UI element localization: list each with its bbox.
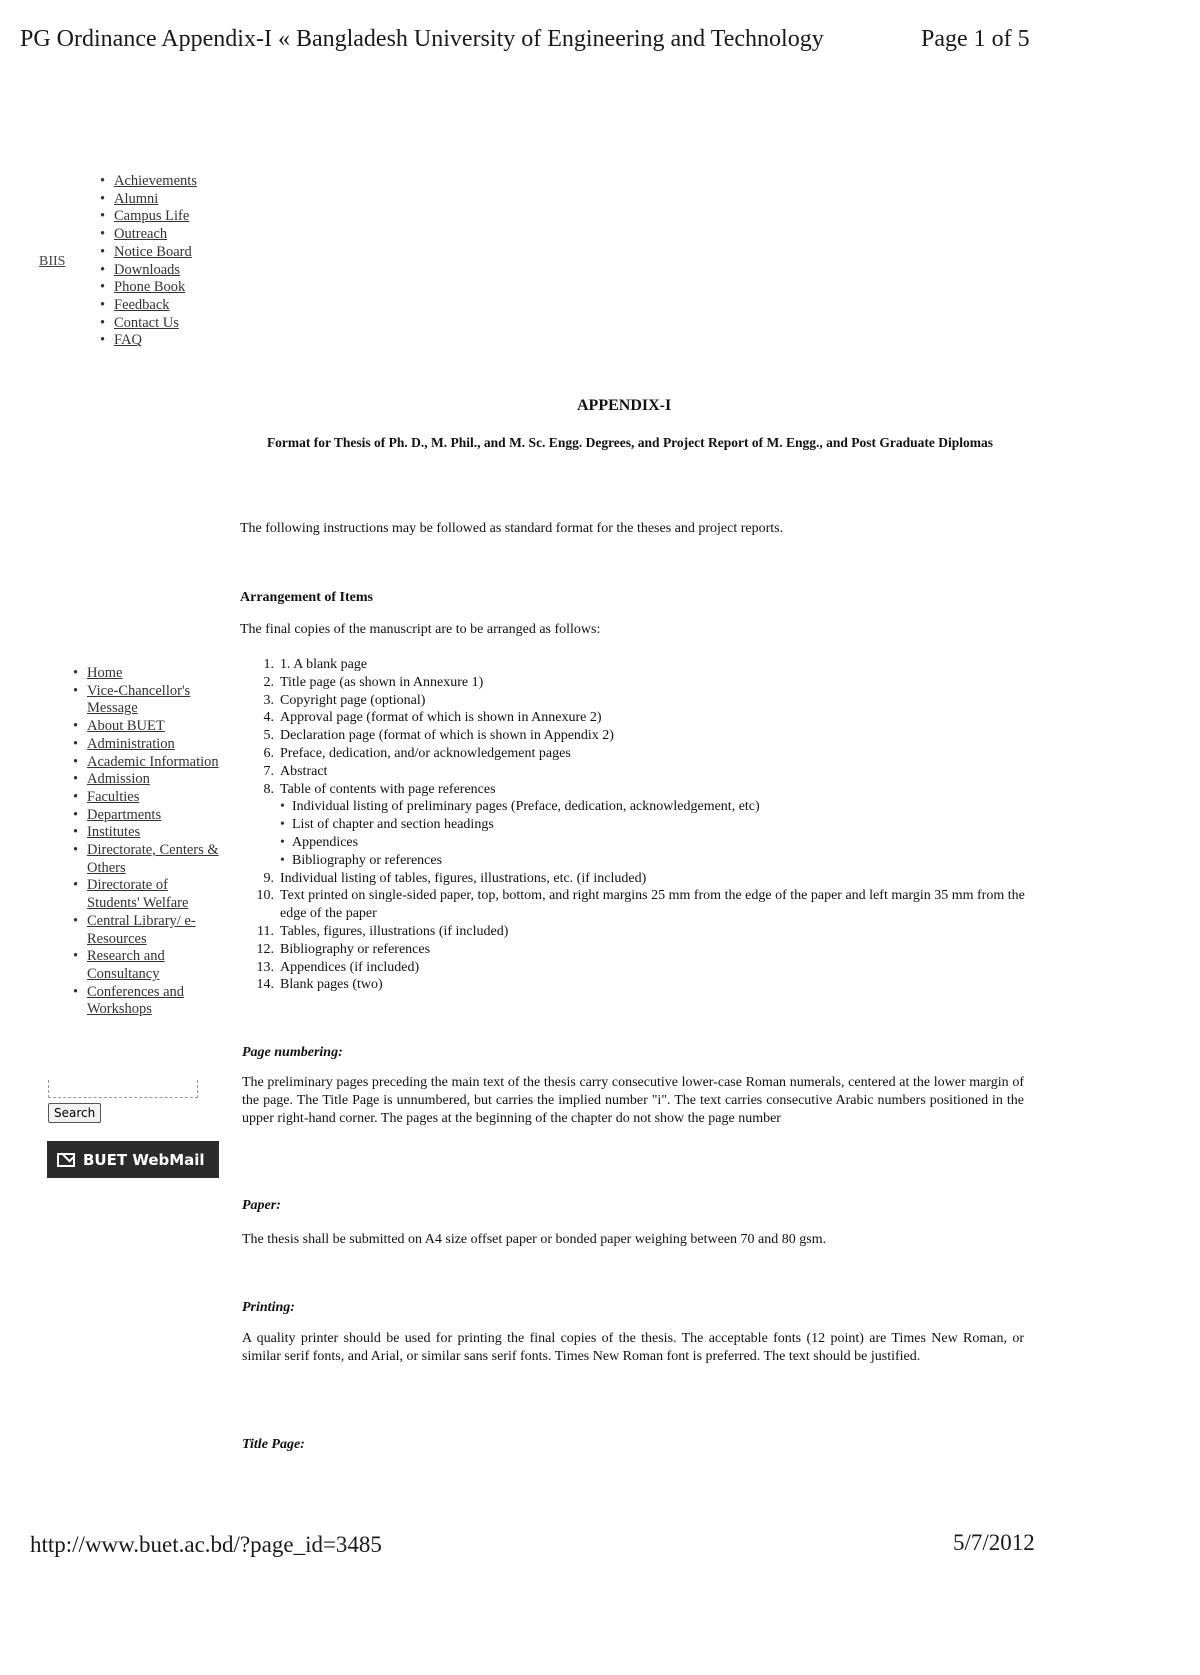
top-nav-item[interactable] xyxy=(100,262,197,280)
list-item xyxy=(252,656,1032,674)
top-nav-link[interactable]: Campus Life xyxy=(114,208,190,225)
list-item xyxy=(252,941,1032,959)
sidebar-item[interactable] xyxy=(73,807,223,825)
arrangement-intro: The final copies of the manuscript are to be arranged as follows: xyxy=(240,622,601,637)
sidebar-item[interactable] xyxy=(73,718,223,736)
printing-heading: Printing: xyxy=(242,1300,295,1315)
sidebar-item[interactable] xyxy=(73,824,223,842)
list-item-text: Text printed on single-sided paper, top, bottom, and right margins 25 mm from the edge of the paper and left margin 35 mm from the edge of the paper xyxy=(280,888,1025,922)
list-item xyxy=(252,692,1032,710)
title-page-heading: Title Page: xyxy=(242,1437,305,1452)
sidebar-link[interactable]: About BUET xyxy=(87,718,165,735)
list-item xyxy=(252,781,1032,799)
sidebar-item[interactable] xyxy=(73,913,223,948)
list-item-text: Tables, figures, illustrations (if included) xyxy=(280,923,509,939)
top-nav-item[interactable] xyxy=(100,191,197,209)
list-item xyxy=(252,745,1032,763)
list-item xyxy=(252,763,1032,781)
arrangement-list xyxy=(252,656,1032,994)
top-nav-item[interactable] xyxy=(100,315,197,333)
webmail-button[interactable] xyxy=(47,1141,219,1178)
sidebar-item[interactable] xyxy=(73,736,223,754)
arrangement-heading: Arrangement of Items xyxy=(240,590,373,605)
sidebar-link[interactable]: Administration xyxy=(87,735,175,752)
page-numbering-paragraph: The preliminary pages preceding the main text of the thesis carry consecutive lower-case Roman numerals, centered at the lower margin of the page. The Title Page is unnumbered, but carries the implied number "i". The text carries consecutive Arabic numbers positioned in the upper right-hand corner. The pages at the beginning of the chapter do not show the page number xyxy=(242,1075,1024,1126)
sub-list-item: • Bibliography or references xyxy=(252,852,1032,870)
list-item-number: 7. xyxy=(263,763,274,779)
top-nav-item[interactable] xyxy=(100,332,197,350)
sidebar-link[interactable]: Departments xyxy=(87,806,162,823)
paper-heading: Paper: xyxy=(242,1198,281,1213)
list-item-number: 14. xyxy=(256,977,274,993)
sidebar-link[interactable]: Research and Consultancy xyxy=(87,948,165,982)
top-nav-link[interactable]: Outreach xyxy=(114,226,168,243)
sidebar-item[interactable] xyxy=(73,665,223,683)
list-item xyxy=(252,959,1032,977)
list-item-text: Table of contents with page references xyxy=(280,781,496,797)
print-footer-url: http://www.buet.ac.bd/?page_id=3485 xyxy=(30,1532,382,1557)
list-item-text: Declaration page (format of which is shown in Appendix 2) xyxy=(280,728,614,744)
sub-list-item: • List of chapter and section headings xyxy=(252,816,1032,834)
sidebar-item[interactable] xyxy=(73,877,223,912)
sidebar-link[interactable]: Vice-Chancellor's Message xyxy=(87,682,191,717)
list-item xyxy=(252,887,1032,923)
list-item-text: Approval page (format of which is shown in Annexure 2) xyxy=(280,710,602,726)
search-input[interactable] xyxy=(48,1080,198,1098)
sidebar-link[interactable]: Directorate of Students' Welfare xyxy=(87,877,189,912)
top-nav-link[interactable]: FAQ xyxy=(114,332,142,349)
top-nav-item[interactable] xyxy=(100,244,197,262)
sidebar-link[interactable]: Directorate, Centers & Others xyxy=(87,842,219,876)
list-item-text: Bibliography or references xyxy=(280,941,431,957)
top-nav-link[interactable]: Achievements xyxy=(114,173,197,189)
biis-link[interactable]: BIIS xyxy=(39,254,66,269)
sidebar-item[interactable] xyxy=(73,984,223,1019)
list-item-text: Abstract xyxy=(280,763,328,779)
intro-paragraph: The following instructions may be followed as standard format for the theses and project reports. xyxy=(240,521,784,536)
list-item-text: Appendices (if included) xyxy=(280,959,420,975)
top-nav-link[interactable]: Downloads xyxy=(114,261,181,278)
sidebar-item[interactable] xyxy=(73,948,223,983)
top-nav-item[interactable] xyxy=(100,297,197,315)
mail-icon xyxy=(57,1153,75,1167)
top-nav-item[interactable] xyxy=(100,279,197,297)
top-nav-link[interactable]: Feedback xyxy=(114,296,170,313)
print-footer-date: 5/7/2012 xyxy=(953,1530,1035,1555)
sidebar-link[interactable]: Faculties xyxy=(87,788,140,805)
top-nav-item[interactable] xyxy=(100,173,197,191)
top-nav-link[interactable]: Contact Us xyxy=(114,314,179,331)
print-header-page-number: Page 1 of 5 xyxy=(921,26,1030,52)
list-item-number: 6. xyxy=(263,745,274,761)
sidebar-item[interactable] xyxy=(73,683,223,718)
top-nav-link[interactable]: Alumni xyxy=(114,190,159,207)
list-item-text: Copyright page (optional) xyxy=(280,692,426,708)
sidebar-link[interactable]: Central Library/ e-Resources xyxy=(87,912,196,947)
sidebar-link[interactable]: Home xyxy=(87,665,123,681)
list-item-number: 1. xyxy=(263,657,274,672)
list-item-text: Preface, dedication, and/or acknowledgement pages xyxy=(280,745,571,761)
list-item-text: Individual listing of tables, figures, illustrations, etc. (if included) xyxy=(280,870,647,886)
sub-list-item: • Appendices xyxy=(252,834,1032,852)
sidebar-link[interactable]: Institutes xyxy=(87,824,141,841)
sidebar-item[interactable] xyxy=(73,771,223,789)
sub-list-item: • Individual listing of preliminary pages (Preface, dedication, acknowledgement, etc) xyxy=(252,798,1032,816)
list-item-number: 9. xyxy=(263,870,274,886)
appendix-title: APPENDIX-I xyxy=(577,397,672,414)
list-item-number: 4. xyxy=(263,710,274,726)
list-item xyxy=(252,674,1032,692)
list-item-number: 5. xyxy=(263,728,274,744)
list-item xyxy=(252,976,1032,994)
list-item-number: 2. xyxy=(263,674,274,690)
list-item xyxy=(252,870,1032,888)
list-item xyxy=(252,727,1032,745)
paper-paragraph: The thesis shall be submitted on A4 size offset paper or bonded paper weighing between 70 and 80 gsm. xyxy=(242,1232,827,1247)
sidebar-item[interactable] xyxy=(73,842,223,877)
list-item xyxy=(252,709,1032,727)
list-item-number: 10. xyxy=(256,888,274,904)
toc-sublist xyxy=(252,798,1032,869)
sidebar-link[interactable]: Admission xyxy=(87,771,150,788)
page-numbering-heading: Page numbering: xyxy=(242,1045,343,1060)
sidebar-link[interactable]: Academic Information xyxy=(87,753,219,770)
top-nav-item[interactable] xyxy=(100,208,197,226)
list-item-number: 3. xyxy=(263,692,274,708)
list-item-number: 12. xyxy=(256,941,274,957)
top-nav-link[interactable]: Notice Board xyxy=(114,243,192,260)
list-item-text: Blank pages (two) xyxy=(280,977,383,993)
list-item-text: Title page (as shown in Annexure 1) xyxy=(280,674,484,690)
appendix-subtitle: Format for Thesis of Ph. D., M. Phil., and M. Sc. Engg. Degrees, and Project Report of M. Engg., and Post Graduate Diplomas xyxy=(266,435,994,450)
list-item-number: 8. xyxy=(263,781,274,797)
print-header-title: PG Ordinance Appendix-I « Bangladesh University of Engineering and Technology xyxy=(20,26,824,52)
search-button[interactable]: Search xyxy=(48,1103,101,1123)
printing-paragraph: A quality printer should be used for printing the final copies of the thesis. The acceptable fonts (12 point) are Times New Roman, or similar serif fonts, and Arial, or similar sans serif fonts. Times New Roman font is preferred. The text should be justified. xyxy=(242,1331,1024,1364)
sidebar-item[interactable] xyxy=(73,789,223,807)
top-nav-item[interactable] xyxy=(100,226,197,244)
top-nav-menu xyxy=(100,173,197,350)
list-item xyxy=(252,923,1032,941)
sidebar-menu xyxy=(73,665,223,1019)
sidebar-item[interactable] xyxy=(73,754,223,772)
list-item-text: 1. A blank page xyxy=(280,657,368,672)
top-nav-link[interactable]: Phone Book xyxy=(114,279,186,296)
list-item-number: 11. xyxy=(257,923,274,939)
list-item-number: 13. xyxy=(256,959,274,975)
sidebar-link[interactable]: Conferences and Workshops xyxy=(87,983,185,1018)
webmail-label: BUET WebMail xyxy=(83,1150,205,1169)
